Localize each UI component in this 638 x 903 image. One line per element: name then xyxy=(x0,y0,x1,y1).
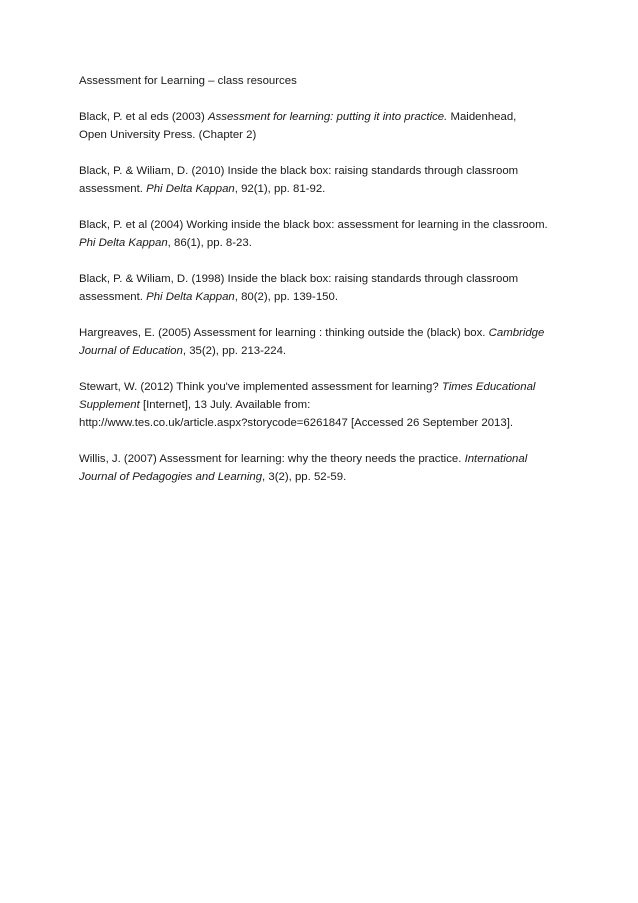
reference-italic-text: Phi Delta Kappan xyxy=(146,291,235,303)
reference-line xyxy=(79,108,569,126)
reference-italic-text: Journal of Pedagogies and Learning xyxy=(79,471,263,483)
reference-text: http://www.tes.co.uk/article.aspx?storycode=6261847 [Accessed 26 September 2013]. xyxy=(79,417,514,429)
reference-line xyxy=(79,180,569,198)
reference-text: , 3(2), pp. 52-59. xyxy=(262,471,347,483)
reference-text: , 80(2), pp. 139-150. xyxy=(234,291,338,303)
reference-text: Willis, J. (2007) Assessment for learning: why the theory needs the practice. xyxy=(79,453,465,465)
document-title: Assessment for Learning – class resources xyxy=(79,75,297,87)
reference-line xyxy=(79,162,569,180)
reference-italic-text: International xyxy=(464,453,528,465)
reference-line xyxy=(79,324,569,342)
reference-line xyxy=(79,126,569,144)
reference-italic-text: Cambridge xyxy=(488,327,545,339)
reference-list xyxy=(79,108,569,486)
reference-italic-text: Assessment for learning: putting it into practice. xyxy=(207,111,448,123)
reference-text: , 92(1), pp. 81-92. xyxy=(234,183,326,195)
reference-italic-text: Phi Delta Kappan xyxy=(79,237,168,249)
reference-item xyxy=(79,450,569,486)
reference-italic-text: Times Educational xyxy=(441,381,536,393)
reference-line xyxy=(79,468,569,486)
reference-line xyxy=(79,234,569,252)
reference-line xyxy=(79,288,569,306)
reference-text: , 35(2), pp. 213-224. xyxy=(182,345,287,357)
reference-item xyxy=(79,216,569,252)
reference-italic-text: Phi Delta Kappan xyxy=(146,183,235,195)
reference-text: Black, P. et al eds (2003) xyxy=(79,111,208,123)
reference-italic-text: Supplement xyxy=(79,399,140,411)
reference-text: , 86(1), pp. 8-23. xyxy=(167,237,252,249)
reference-text: Maidenhead, xyxy=(447,111,517,123)
reference-text: Black, P. et al (2004) Working inside the black box: assessment for learning in the classroom. xyxy=(79,219,548,231)
reference-item xyxy=(79,324,569,360)
reference-line xyxy=(79,216,569,234)
reference-line xyxy=(79,414,569,432)
reference-item xyxy=(79,270,569,306)
reference-line xyxy=(79,378,569,396)
reference-line xyxy=(79,270,569,288)
reference-text: Black, P. & Wiliam, D. (2010) Inside the black box: raising standards through classroom xyxy=(79,165,519,177)
reference-text: assessment. xyxy=(79,183,147,195)
reference-text: [Internet], 13 July. Available from: xyxy=(139,399,311,411)
reference-line xyxy=(79,450,569,468)
reference-italic-text: Journal of Education xyxy=(79,345,183,357)
reference-item xyxy=(79,162,569,198)
reference-item xyxy=(79,108,569,144)
reference-text: Open University Press. (Chapter 2) xyxy=(79,129,257,141)
document-body xyxy=(79,72,569,504)
reference-text: assessment. xyxy=(79,291,147,303)
reference-text: Black, P. & Wiliam, D. (1998) Inside the black box: raising standards through classroom xyxy=(79,273,519,285)
reference-text: Hargreaves, E. (2005) Assessment for learning : thinking outside the (black) box. xyxy=(79,327,489,339)
reference-line xyxy=(79,396,569,414)
reference-text: Stewart, W. (2012) Think you've implemented assessment for learning? xyxy=(79,381,442,393)
reference-line xyxy=(79,342,569,360)
reference-item xyxy=(79,378,569,432)
